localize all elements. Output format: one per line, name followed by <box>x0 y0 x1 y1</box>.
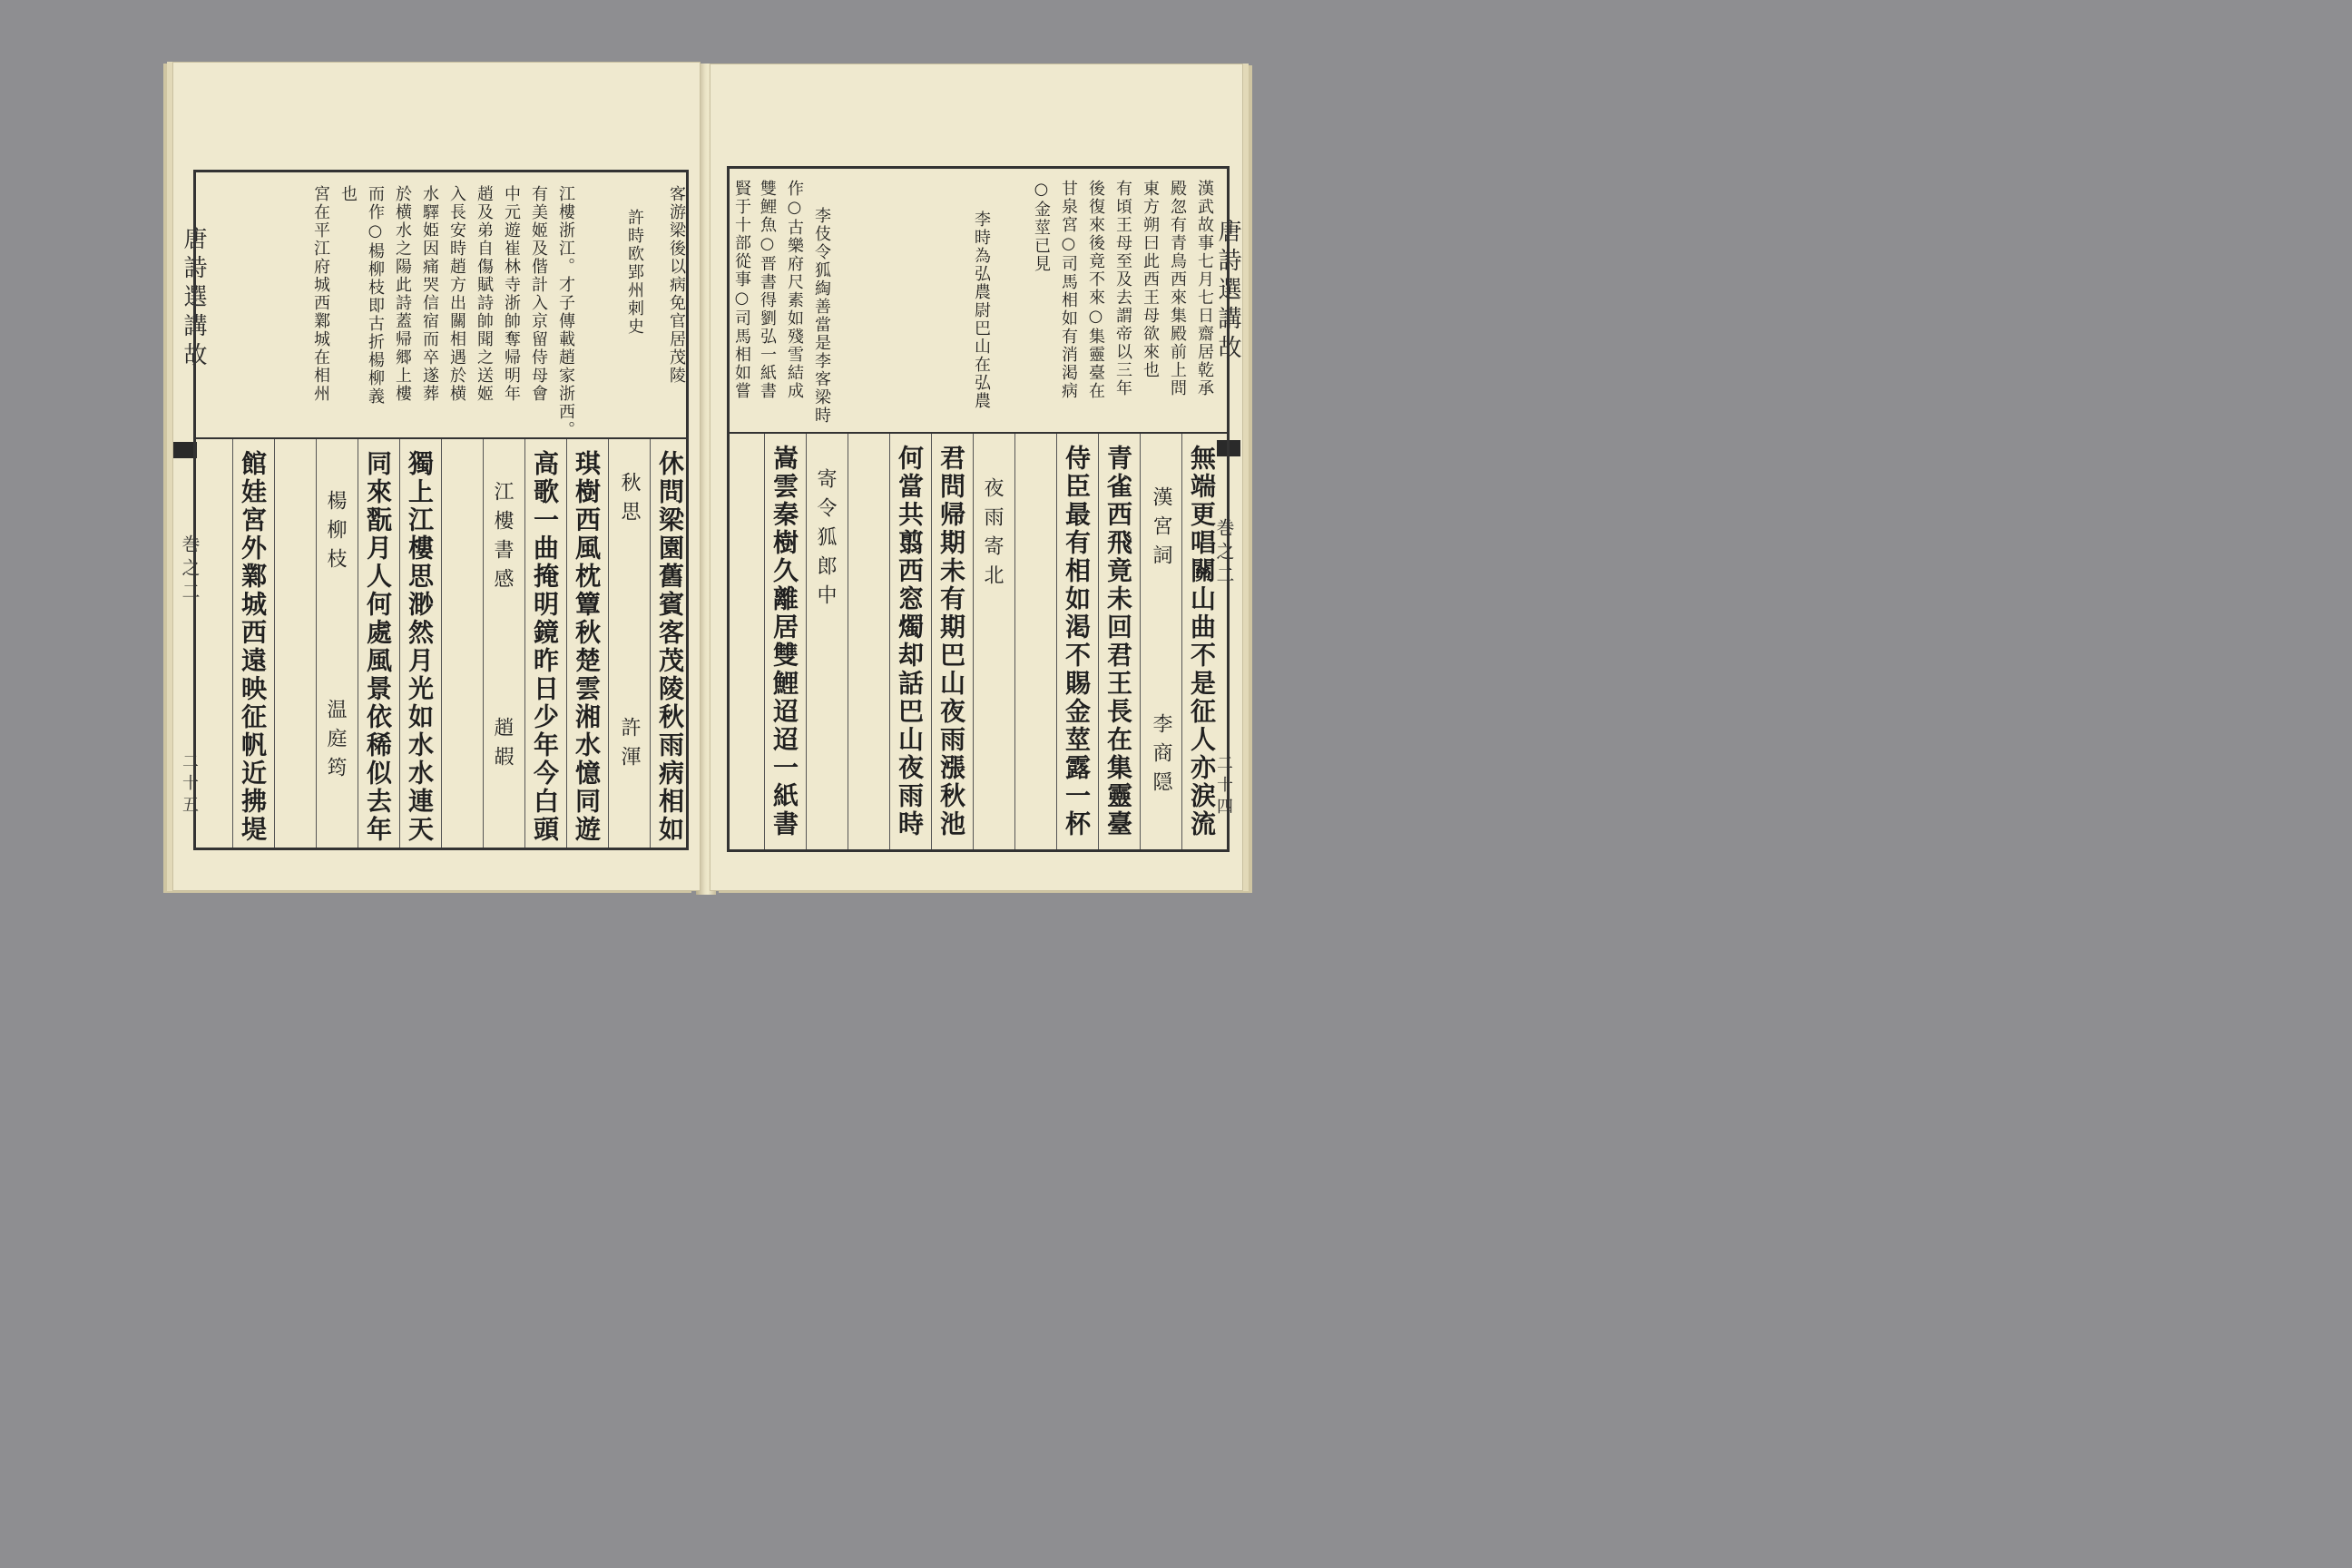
poem-line: 獨上江樓思渺然月光如水水連天 <box>405 450 435 844</box>
note-column: 漢武故事七月七日齋居乾承 <box>1195 180 1214 397</box>
note-column: 也 <box>338 185 358 203</box>
note-column: 作○古樂府尺素如殘雪結成 <box>785 180 804 400</box>
note-column: 中元遊崔林寺浙帥奪帰明年 <box>502 185 521 403</box>
note-column: 於横水之陽此詩蓋帰郷上樓 <box>393 185 412 403</box>
note-column: 殿忽有青鳥西來集殿前上問 <box>1168 180 1187 397</box>
left-page <box>172 62 701 891</box>
note-column: 雙鯉魚○晋書得劉弘一紙書 <box>758 180 777 400</box>
right-divider <box>730 432 1227 434</box>
note-column: 有美姬及偕計入京留侍母會 <box>529 185 548 403</box>
poem-author: 許渾 <box>618 717 641 775</box>
note-column: 客游梁後以病免官居茂陵 <box>667 185 686 385</box>
left-side-volume: 巻之二 <box>179 534 201 605</box>
poem-line: 何當共翦西窓燭却話巴山夜雨時 <box>895 445 925 838</box>
poem-author: 李商隠 <box>1150 713 1172 800</box>
note-column: 甘泉宮○司馬相如有消渇病 <box>1059 180 1078 400</box>
note-column: 李伎令狐綯善當是李客梁時 <box>812 207 831 425</box>
note-column: 許時欧郢州刺史 <box>625 209 644 336</box>
poem-line: 同來翫月人何處風景依稀似去年 <box>363 450 393 844</box>
note-column: 趙及弟自傷賦詩帥聞之送姬 <box>475 185 494 403</box>
left-text-frame <box>193 170 689 850</box>
poem-line: 侍臣最有相如渇不賜金莖露一杯 <box>1062 445 1092 838</box>
poem-author: 温庭筠 <box>324 699 347 786</box>
poem-line: 君問帰期未有期巴山夜雨漲秋池 <box>936 445 966 838</box>
note-column: 東方朔曰此西王母欲來也 <box>1141 180 1160 379</box>
poem-line: 琪樹西風枕簟秋楚雲湘水憶同遊 <box>572 450 602 844</box>
right-page <box>710 64 1243 891</box>
right-side-volume: 巻之二 <box>1213 518 1235 589</box>
note-column: ○金莖已見 <box>1032 180 1051 273</box>
note-column: 而作○楊柳枝即古折楊柳義 <box>366 185 385 406</box>
note-column: 賢于十部從事○司馬相如嘗 <box>732 180 751 400</box>
note-column: 有頃王母至及去謂帝以三年 <box>1113 180 1132 397</box>
right-side-title: 唐詩選講故 <box>1214 219 1241 364</box>
poem-line: 青雀西飛竟未回君王長在集靈臺 <box>1103 445 1133 838</box>
right-text-frame <box>727 166 1230 852</box>
poem-title: 江樓書感 <box>491 481 514 597</box>
poem-line: 無端更唱關山曲不是征人亦涙流 <box>1187 445 1217 838</box>
left-side-title: 唐詩選講故 <box>180 226 207 371</box>
poem-line: 館娃宮外鄴城西遠映征帆近拂堤 <box>238 450 268 844</box>
poem-line: 高歌一曲掩明鏡昨日少年今白頭 <box>530 450 560 844</box>
poem-line: 休問梁園舊賓客茂陵秋雨病相如 <box>655 450 685 844</box>
poem-title: 寄令狐郎中 <box>814 468 837 613</box>
note-column: 入長安時趙方出關相遇於横 <box>447 185 466 403</box>
poem-author: 趙嘏 <box>491 717 514 775</box>
note-column: 李時為弘農尉巴山在弘農 <box>972 211 991 410</box>
poem-title: 漢宮詞 <box>1150 486 1172 573</box>
poem-title: 秋思 <box>618 472 641 530</box>
poem-line: 嵩雲秦樹久離居雙鯉迢迢一紙書 <box>769 445 799 838</box>
poem-title: 楊柳枝 <box>324 490 347 577</box>
poem-title: 夜雨寄北 <box>981 477 1004 593</box>
note-column: 後復來後竟不來○集靈臺在 <box>1086 180 1105 400</box>
note-column: 宮在平江府城西鄴城在相州 <box>311 185 330 403</box>
left-side-page: 二十五 <box>180 752 199 818</box>
right-side-page: 二十四 <box>1214 754 1233 819</box>
note-column: 江樓浙江。才子傳載趙家浙西。 <box>556 185 575 439</box>
note-column: 水驛姫因痛哭信宿而卒遂葬 <box>420 185 439 403</box>
